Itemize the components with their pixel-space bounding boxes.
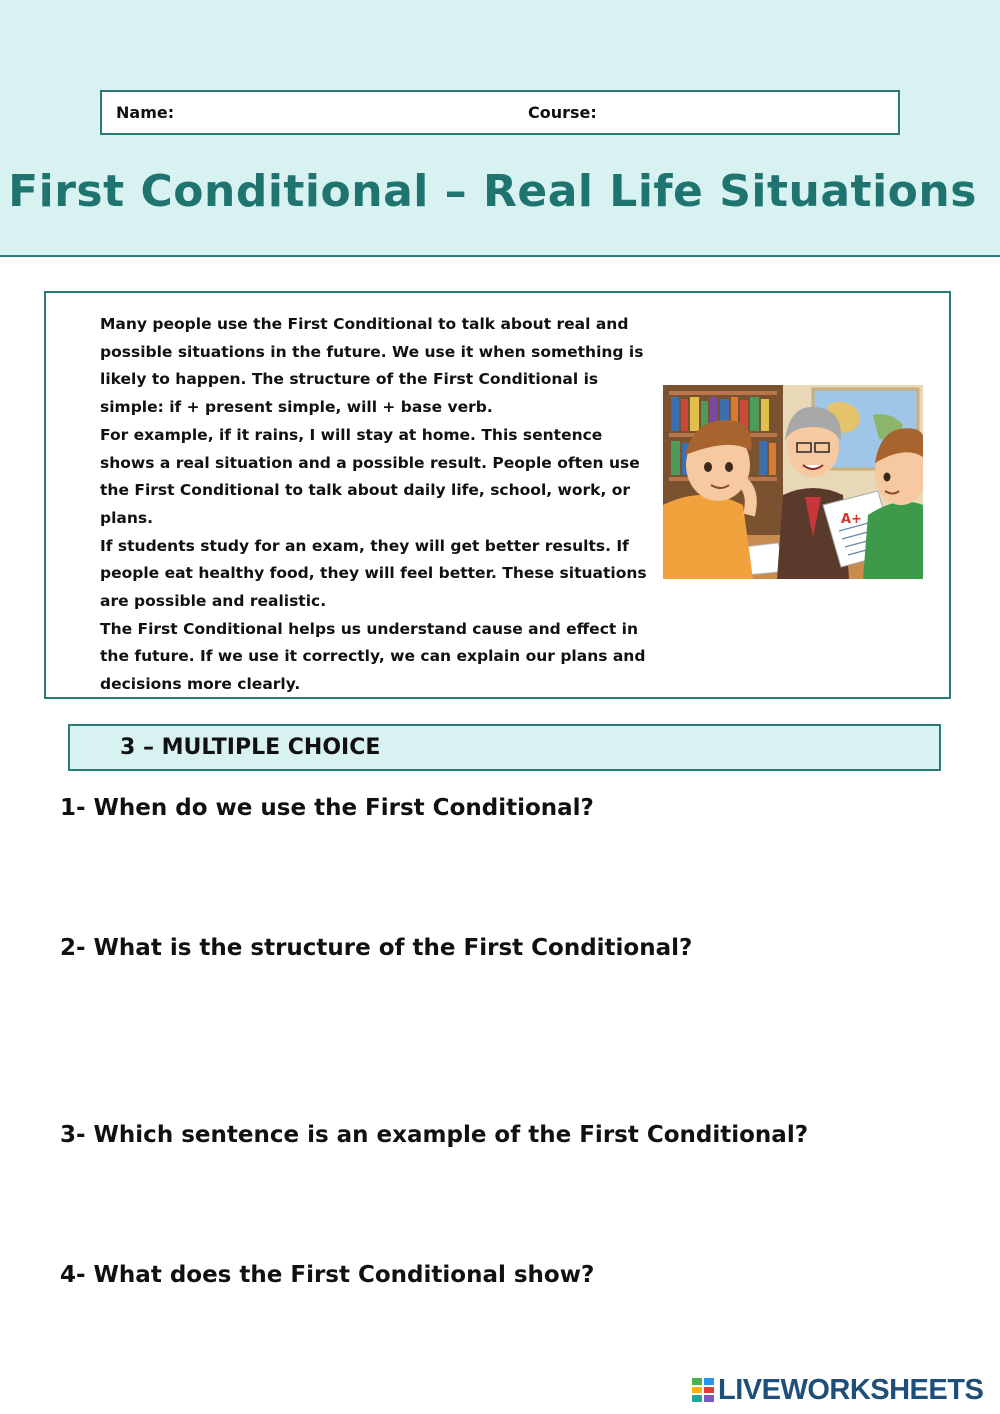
question-4: 4- What does the First Conditional show?: [60, 1262, 595, 1288]
reading-passage: [100, 311, 652, 699]
name-label: Name:: [116, 103, 175, 122]
liveworksheets-logo-text: LIVEWORKSHEETS: [718, 1373, 984, 1406]
question-1: 1- When do we use the First Conditional?: [60, 795, 594, 821]
liveworksheets-logo-icon: [692, 1378, 714, 1402]
reading-paragraph-4: The First Conditional helps us understand cause and effect in the future. If we use it correctly, we can explain our plans and decisions more clearly.: [100, 619, 646, 694]
question-3: 3- Which sentence is an example of the First Conditional?: [60, 1122, 809, 1148]
section-title: 3 – MULTIPLE CHOICE: [120, 735, 381, 760]
reading-paragraph-3: If students study for an exam, they will get better results. If people eat healthy food, they will feel better. These situations are possible and realistic.: [100, 536, 647, 611]
question-2: 2- What is the structure of the First Conditional?: [60, 935, 693, 961]
reading-paragraph-1: Many people use the First Conditional to talk about real and possible situations in the future. We use it when something is likely to happen. The structure of the First Conditional is simple: if + present simple, will + base verb.: [100, 315, 644, 417]
worksheet-title: First Conditional – Real Life Situations: [8, 166, 977, 217]
reading-paragraph-2: For example, if it rains, I will stay at home. This sentence shows a real situation and a possible result. People often use the First Conditional to talk about daily life, school, work, or plans.: [100, 425, 640, 527]
header-band: [0, 0, 1000, 257]
course-label: Course:: [528, 103, 597, 122]
classroom-illustration: [663, 385, 923, 579]
name-course-box: [100, 90, 900, 135]
section-header-multiple-choice: [68, 724, 941, 771]
liveworksheets-logo[interactable]: [692, 1372, 983, 1408]
reading-passage-box: [44, 291, 951, 699]
classroom-illustration-svg: [663, 385, 923, 579]
grade-mark: A+: [841, 512, 862, 527]
